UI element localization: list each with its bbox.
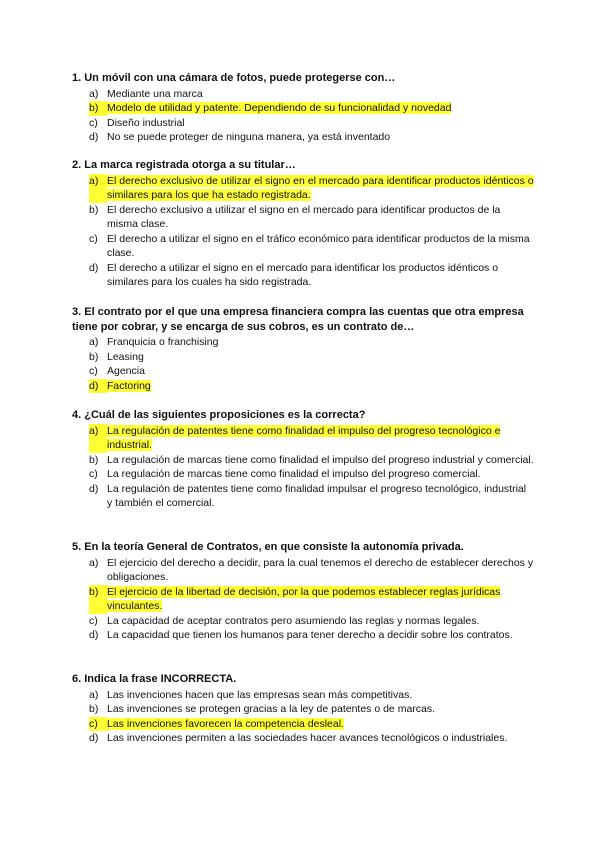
option-letter: b): [89, 585, 107, 614]
question-title: 5. En la teoría General de Contratos, en que consiste la autonomía privada.: [72, 541, 464, 553]
option-a-highlighted: [72, 424, 534, 453]
option-text-highlighted: Factoring: [107, 379, 151, 392]
option-letter: d): [89, 379, 107, 394]
option-letter: d): [89, 629, 99, 641]
option-c: [72, 467, 534, 482]
option-text: El derecho exclusivo a utilizar el signo en el mercado para identificar productos de la misma clase.: [107, 203, 501, 230]
option-letter: d): [89, 482, 99, 495]
option-text: No se puede proteger de ninguna manera, ya está inventado: [107, 131, 391, 143]
option-text-highlighted: Modelo de utilidad y patente. Dependiendo de su funcionalidad y novedad: [107, 102, 452, 114]
option-a: [72, 688, 534, 703]
option-list: [72, 556, 534, 643]
option-c: [72, 116, 534, 131]
option-text: Leasing: [107, 350, 144, 363]
option-letter: a): [89, 174, 107, 203]
option-b: [72, 702, 534, 717]
option-text: La regulación de marcas tiene como finalidad el impulso del progreso comercial.: [107, 468, 481, 480]
option-letter: c): [89, 232, 98, 245]
question-5: [72, 540, 534, 643]
option-text: Diseño industrial: [107, 116, 185, 129]
option-b: [72, 350, 534, 365]
option-text: El ejercicio del derecho a decidir, para la cual tenemos el derecho de establecer derechos y obligaciones.: [107, 556, 534, 583]
option-text: La capacidad que tienen los humanos para tener derecho a decidir sobre los contratos.: [107, 629, 513, 641]
option-text: Agencia: [107, 365, 145, 377]
question-3: [72, 305, 534, 393]
option-letter: d): [89, 261, 99, 274]
option-list: [72, 87, 534, 145]
option-letter: b): [89, 203, 99, 216]
option-b-highlighted: [72, 585, 534, 614]
option-letter: c): [89, 717, 107, 732]
option-d: [72, 731, 534, 746]
option-c-highlighted: [72, 717, 534, 732]
option-letter: d): [89, 131, 99, 143]
question-title: 4. ¿Cuál de las siguientes proposiciones es la correcta?: [72, 409, 366, 421]
option-text: Franquicia o franchising: [107, 336, 219, 348]
question-1: [72, 71, 534, 145]
option-list: [72, 688, 534, 746]
option-b-highlighted: [72, 101, 534, 116]
option-d: [72, 628, 534, 643]
option-text: La regulación de marcas tiene como finalidad el impulso del progreso industrial y comercial.: [107, 453, 534, 466]
question-title: 3. El contrato por el que una empresa financiera compra las cuentas que otra empresa tiene por cobrar, y se encarga de sus cobros, es un contrato de…: [72, 306, 524, 333]
option-d: [72, 130, 534, 145]
option-text: Las invenciones permiten a las sociedades hacer avances tecnológicos o industriales.: [107, 732, 508, 744]
option-text: El derecho a utilizar el signo en el tráfico económico para identificar productos de la misma clase.: [107, 232, 530, 259]
question-title: 6. Indica la frase INCORRECTA.: [72, 673, 237, 685]
option-list: [72, 174, 534, 290]
option-letter: d): [89, 732, 99, 744]
question-2: [72, 158, 534, 290]
option-letter: b): [89, 453, 99, 466]
question-4: [72, 408, 534, 511]
option-c: [72, 364, 534, 379]
option-letter: b): [89, 101, 107, 116]
option-text-highlighted: Las invenciones favorecen la competencia desleal.: [107, 717, 344, 730]
option-letter: a): [89, 336, 99, 348]
option-text: Las invenciones se protegen gracias a la ley de patentes o de marcas.: [107, 703, 436, 715]
option-letter: c): [89, 468, 98, 480]
option-letter: a): [89, 688, 99, 701]
question-title: 1. Un móvil con una cámara de fotos, puede protegerse con…: [72, 72, 396, 84]
option-text-highlighted: El ejercicio de la libertad de decisión, por la que podemos establecer reglas jurídicas vinculantes.: [107, 585, 501, 612]
option-list: [72, 335, 534, 393]
option-text: Las invenciones hacen que las empresas sean más competitivas.: [107, 688, 413, 701]
option-text-highlighted: La regulación de patentes tiene como finalidad el impulso del progreso tecnológico e industrial.: [107, 424, 501, 451]
option-c: [72, 614, 534, 629]
option-b: [72, 203, 534, 232]
option-a-highlighted: [72, 174, 534, 203]
option-text: La capacidad de aceptar contratos pero asumiendo las reglas y normas legales.: [107, 614, 480, 627]
option-letter: a): [89, 424, 107, 453]
option-text: Mediante una marca: [107, 87, 203, 100]
option-b: [72, 453, 534, 468]
option-letter: b): [89, 703, 99, 715]
option-a: [72, 335, 534, 350]
option-d: [72, 261, 534, 290]
option-text-highlighted: El derecho exclusivo de utilizar el signo en el mercado para identificar productos idénticos o similares para los que ha estado registrada.: [107, 174, 534, 201]
option-d-highlighted: [72, 379, 534, 394]
question-6: [72, 672, 534, 746]
option-letter: c): [89, 116, 98, 129]
option-letter: a): [89, 87, 99, 100]
option-text: El derecho a utilizar el signo en el mercado para identificar los productos idénticos o similares para los cuales ha sido registrada.: [107, 261, 499, 288]
option-a: [72, 87, 534, 102]
option-list: [72, 424, 534, 511]
option-letter: c): [89, 614, 98, 627]
question-title: 2. La marca registrada otorga a su titular…: [72, 159, 296, 171]
option-a: [72, 556, 534, 585]
option-letter: a): [89, 556, 99, 569]
option-text: La regulación de patentes tiene como finalidad impulsar el progreso tecnológico, industrial y también el comercial.: [107, 482, 527, 509]
option-c: [72, 232, 534, 261]
option-letter: c): [89, 365, 98, 377]
option-letter: b): [89, 350, 99, 363]
option-d: [72, 482, 534, 511]
